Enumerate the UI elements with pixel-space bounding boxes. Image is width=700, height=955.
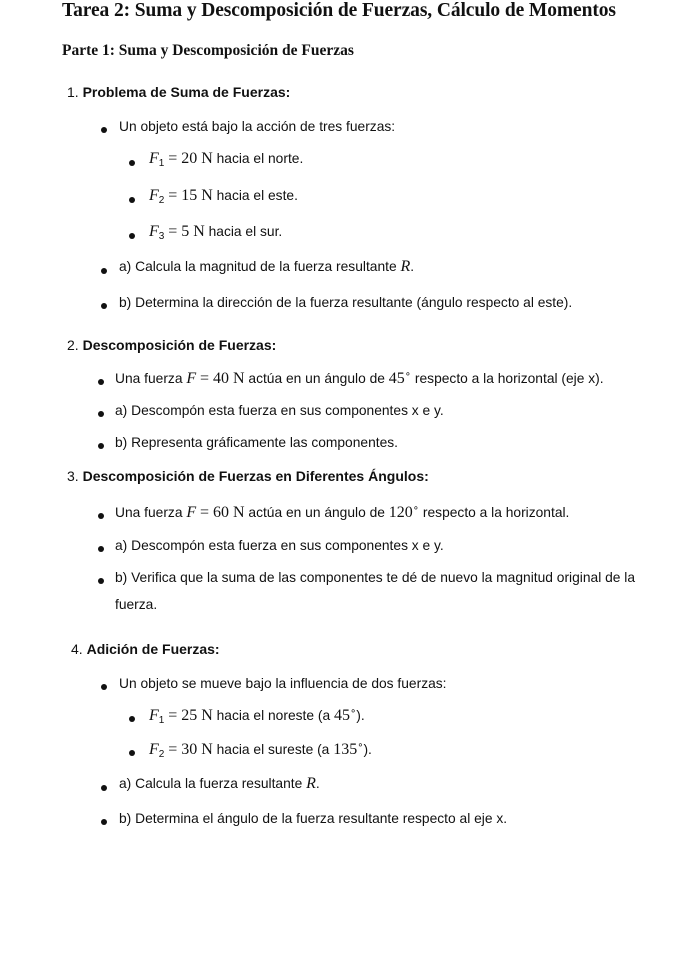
problem-2-heading [67, 337, 276, 353]
angle-value: 120 [388, 504, 413, 521]
force-value: = 60 N [199, 504, 245, 521]
bullet [98, 379, 104, 385]
p1-force-3 [149, 223, 282, 242]
bullet [98, 411, 104, 417]
bullet [129, 716, 135, 722]
p3-question-a: a) Descompón esta fuerza en sus componentes x e y. [115, 538, 444, 553]
force-symbol: F [149, 223, 159, 240]
bullet [101, 127, 107, 133]
document-title: Tarea 2: Suma y Descomposición de Fuerzas, Cálculo de Momentos [62, 0, 616, 21]
force-direction: hacia el noreste (a [216, 708, 331, 723]
question-text: a) Calcula la fuerza resultante [119, 776, 303, 791]
force-value: = 25 N [168, 707, 213, 724]
bullet [129, 233, 135, 239]
problem-2-title: Descomposición de Fuerzas: [82, 337, 277, 353]
degree-symbol: ∘ [357, 740, 364, 751]
p4-force-2 [149, 740, 372, 760]
problem-2-number: 2. [67, 337, 79, 353]
bullet [101, 303, 107, 309]
p4-force-1 [149, 706, 365, 726]
force-symbol: F [149, 707, 159, 724]
p1-force-1 [149, 150, 303, 169]
closing: ). [363, 742, 372, 757]
force-direction: hacia el norte. [216, 151, 304, 166]
bullet [101, 785, 107, 791]
resultant-symbol: R [400, 258, 411, 275]
force-value: = 15 N [168, 187, 213, 204]
p1-intro: Un objeto está bajo la acción de tres fuerzas: [119, 119, 396, 134]
p2-intro [115, 369, 604, 388]
force-value: = 20 N [168, 150, 213, 167]
force-value: = 5 N [168, 223, 205, 240]
p3-intro [115, 503, 569, 522]
degree-symbol: ∘ [349, 706, 357, 717]
problem-1-title: Problema de Suma de Fuerzas: [82, 84, 291, 100]
p3-question-b-line-2: fuerza. [115, 597, 158, 612]
p4-question-b: b) Determina el ángulo de la fuerza resultante respecto al eje x. [119, 811, 508, 826]
intro-text: actúa en un ángulo de [248, 505, 385, 520]
bullet [98, 443, 104, 449]
force-symbol: F [149, 150, 159, 167]
problem-3-number: 3. [67, 468, 79, 484]
angle-value: 45 [333, 707, 350, 724]
intro-text: respecto a la horizontal (eje x). [414, 371, 604, 386]
force-subscript: 1 [158, 158, 165, 169]
force-symbol: F [149, 741, 159, 758]
p1-force-2 [149, 187, 298, 206]
force-value: = 40 N [199, 370, 245, 387]
intro-text: Una fuerza [115, 371, 183, 386]
problem-4-title: Adición de Fuerzas: [86, 641, 220, 657]
p3-question-b-line-1: b) Verifica que la suma de las componentes te dé de nuevo la magnitud original de la [115, 570, 636, 585]
bullet [101, 268, 107, 274]
intro-text: Una fuerza [115, 505, 183, 520]
part-heading: Parte 1: Suma y Descomposición de Fuerzas [62, 42, 354, 59]
intro-text: respecto a la horizontal. [422, 505, 570, 520]
closing: ). [356, 708, 365, 723]
force-subscript: 3 [158, 231, 165, 242]
problem-1-heading [67, 84, 290, 100]
problem-4-number: 4. [71, 641, 83, 657]
force-direction: hacia el sureste (a [216, 742, 330, 757]
p2-question-a: a) Descompón esta fuerza en sus componentes x e y. [115, 403, 444, 418]
force-subscript: 2 [158, 195, 165, 206]
p4-intro: Un objeto se mueve bajo la influencia de dos fuerzas: [119, 676, 447, 691]
problem-4-heading [71, 641, 220, 657]
bullet [101, 819, 107, 825]
problem-3-title: Descomposición de Fuerzas en Diferentes Ángulos: [82, 468, 429, 484]
problem-1-number: 1. [67, 84, 79, 100]
force-value: = 30 N [168, 741, 213, 758]
force-symbol: F [186, 370, 197, 387]
bullet [101, 684, 107, 690]
force-direction: hacia el este. [216, 188, 298, 203]
degree-symbol: ∘ [412, 503, 420, 514]
intro-text: actúa en un ángulo de [248, 371, 385, 386]
bullet [98, 513, 104, 519]
bullet [129, 750, 135, 756]
degree-symbol: ∘ [404, 369, 412, 380]
problem-3-heading [67, 468, 429, 484]
bullet [129, 160, 135, 166]
p1-question-b: b) Determina la dirección de la fuerza resultante (ángulo respecto al este). [119, 295, 573, 310]
force-symbol: F [186, 504, 197, 521]
period: . [315, 776, 320, 791]
p1-question-a [119, 258, 414, 276]
period: . [410, 259, 415, 274]
force-symbol: F [149, 187, 159, 204]
angle-value: 45 [388, 370, 405, 387]
force-subscript: 2 [158, 749, 165, 760]
force-subscript: 1 [158, 715, 165, 726]
p4-question-a [119, 775, 320, 793]
resultant-symbol: R [306, 775, 316, 792]
bullet [129, 197, 135, 203]
force-direction: hacia el sur. [208, 224, 283, 239]
bullet [98, 546, 104, 552]
angle-value: 135 [333, 741, 358, 758]
question-text: a) Calcula la magnitud de la fuerza resultante [119, 259, 397, 274]
p2-question-b: b) Representa gráficamente las componentes. [115, 435, 398, 450]
bullet [98, 578, 104, 584]
